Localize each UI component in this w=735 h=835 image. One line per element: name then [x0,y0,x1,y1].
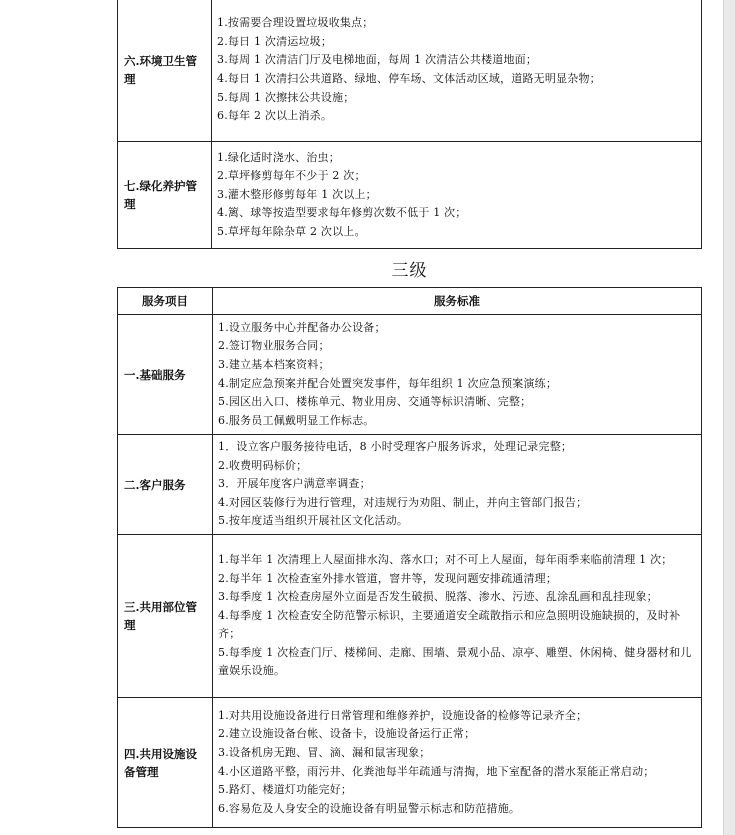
standard-cell [213,315,702,435]
category-label: 七.绿化养护管理 [124,179,198,211]
standard-cell [213,698,702,828]
list-item: 6.容易危及人身安全的设施设备有明显警示标志和防范措施。 [218,801,521,815]
column-header-service-item: 服务项目 [118,288,213,315]
table-header-row [118,288,702,315]
standard-cell [212,142,702,249]
list-item: 5.路灯、楼道灯功能完好； [218,783,353,797]
list-item: 1.每半年 1 次清理上人屋面排水沟、落水口；对不可上人屋面，每年雨季来临前清理 1 次； [218,552,673,566]
category-label: 一.基础服务 [124,367,186,382]
list-item: 2.草坪修剪每年不少于 2 次； [217,169,366,183]
table-row [118,698,702,828]
list-item: 2.收费明码标价； [218,458,308,472]
category-label: 六.环境卫生管理 [124,54,198,86]
list-item: 5.园区出入口、楼栋单元、物业用房、交通等标识清晰、完整； [218,395,532,409]
category-cell [118,315,213,435]
category-cell [118,142,212,249]
category-label: 三.共用部位管理 [124,600,198,632]
list-item: 6.服务员工佩戴明显工作标志。 [218,413,375,427]
list-item: 2.签订物业服务合同； [218,339,330,353]
list-item: 3.每季度 1 次检查房屋外立面是否发生破损、脱落、渗水、污迹、乱涂乱画和乱挂现象； [218,590,658,604]
category-cell [118,0,212,142]
table-row [118,142,702,249]
column-header-service-standard: 服务标准 [213,288,702,315]
list-item: 4.小区道路平整，雨污井、化粪池每半年疏通与清掏，地下室配备的潜水泵能正常启动； [218,764,655,778]
list-item: 3．开展年度客户满意率调查； [218,477,371,491]
list-item: 6.每年 2 次以上消杀。 [217,109,333,123]
service-standard-table-level2-continued [117,0,702,249]
standard-cell [212,0,702,142]
category-cell [118,698,213,828]
list-item: 5.每周 1 次擦抹公共设施； [217,90,355,104]
list-item: 4.每日 1 次清扫公共道路、绿地、停车场、文体活动区域，道路无明显杂物； [217,72,601,85]
scrollbar[interactable] [723,0,735,835]
list-item: 1.按需要合理设置垃圾收集点； [217,16,374,30]
service-standard-table-level3 [117,287,702,828]
section-title: 三级 [391,261,428,281]
list-item: 4.制定应急预案并配合处置突发事件，每年组织 1 次应急预案演练； [218,376,558,390]
table-row [118,0,702,142]
category-cell [118,535,213,698]
list-item: 3.设备机房无跑、冒、滴、漏和鼠害现象； [218,745,431,759]
list-item: 5.每季度 1 次检查门厅、楼梯间、走廊、围墙、景观小品、凉亭、雕塑、休闲椅、健身器材和儿童娱乐设施。 [218,645,692,678]
table-row [118,535,702,698]
category-label: 四.共用设施设备管理 [124,746,198,779]
list-item: 3.灌木整形修剪每年 1 次以上； [217,187,377,201]
list-item: 1.对共用设施设备进行日常管理和维修养护，设施设备的检修等记录齐全； [218,708,588,722]
list-item: 3.每周 1 次清洁门厅及电梯地面，每周 1 次清洁公共楼道地面； [217,53,538,67]
list-item: 1．设立客户服务接待电话，8 小时受理客户服务诉求，处理记录完整； [218,440,573,454]
standard-cell [213,435,702,535]
list-item: 4.每季度 1 次检查安全防范警示标识，主要通道安全疏散指示和应急照明设施缺损的，及时补齐； [218,608,681,641]
list-item: 4.对园区装修行为进行管理，对违规行为劝阻、制止，并向主管部门报告； [218,495,588,509]
table-row [118,315,702,435]
list-item: 2.建立设施设备台帐、设备卡，设施设备运行正常； [218,727,476,741]
table-row [118,435,702,535]
list-item: 5.草坪每年除杂草 2 次以上。 [217,224,366,238]
list-item: 1.绿化适时浇水、治虫； [217,150,340,164]
standard-cell [213,535,702,698]
list-item: 3.建立基本档案资料； [218,357,330,371]
list-item: 2.每日 1 次清运垃圾； [217,34,333,48]
category-cell [118,435,213,535]
list-item: 5.按年度适当组织开展社区文化活动。 [218,514,409,528]
list-item: 4.篱、球等按造型要求每年修剪次数不低于 1 次； [217,206,467,220]
category-label: 二.客户服务 [124,477,186,492]
list-item: 1.设立服务中心并配备办公设备； [218,320,386,334]
list-item: 2.每半年 1 次检查室外排水管道，窨井等，发现问题安排疏通清理； [218,571,558,585]
